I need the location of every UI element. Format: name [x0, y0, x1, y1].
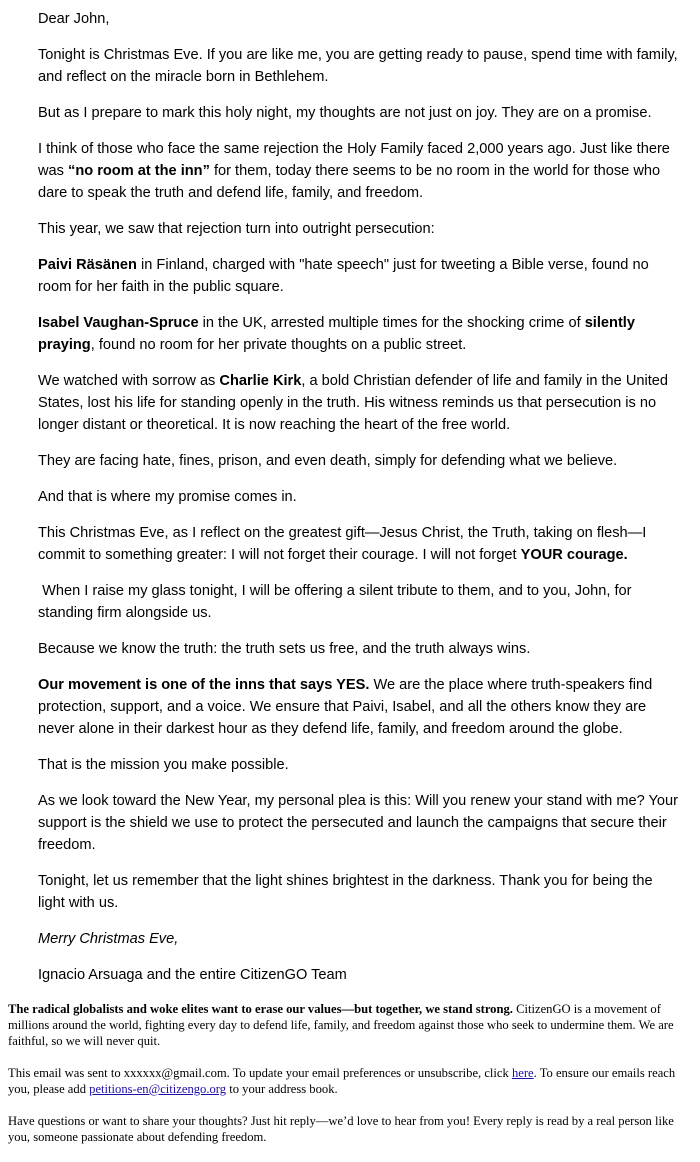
paragraph-mission: That is the mission you make possible. [38, 757, 289, 773]
paragraph-christmas-eve: Tonight is Christmas Eve. If you are like me, you are getting ready to pause, spend time with family, and reflect on the miracle born in Bethlehem. [38, 47, 678, 85]
footer-email-info: This email was sent to xxxxxx@gmail.com. To update your email preferences or unsubscribe, click here. To ensure our emails reach you, please add petitions-en@citizengo.org to your address book. [8, 1066, 676, 1096]
paragraph-rejection: I think of those who face the same rejection the Holy Family faced 2,000 years ago. Just like there was “no room at the inn” for them, today there seems to be no room in the world for those who dare to speak the truth and defend life, family, and freedom. [38, 141, 670, 201]
paragraph-isabel: Isabel Vaughan-Spruce in the UK, arrested multiple times for the shocking crime of silently praying, found no room for her private thoughts on a public street. [38, 315, 635, 353]
paragraph-facing-hate: They are facing hate, fines, prison, and even death, simply for defending what we believe. [38, 453, 618, 469]
paragraph-paivi: Paivi Räsänen in Finland, charged with "hate speech" just for tweeting a Bible verse, found no room for her faith in the public square. [38, 257, 649, 295]
signature: Ignacio Arsuaga and the entire CitizenGO Team [38, 967, 347, 983]
footer [8, 1001, 692, 1049]
closing: Merry Christmas Eve, [38, 931, 179, 947]
paragraph-charlie: We watched with sorrow as Charlie Kirk, a bold Christian defender of life and family in the United States, lost his life for standing openly in the truth. His witness reminds us that persecution is no longer distant or theoretical. It is now reaching the heart of the free world. [38, 373, 669, 433]
paragraph-raise-glass: When I raise my glass tonight, I will be offering a silent tribute to them, and to you, John, for standing firm alongside us. [38, 583, 636, 621]
unsubscribe-link[interactable]: here [511, 1066, 534, 1080]
paragraph-promise: But as I prepare to mark this holy night, my thoughts are not just on joy. They are on a promise. [38, 105, 652, 121]
paragraph-light: Tonight, let us remember that the light shines brightest in the darkness. Thank you for being the light with us. [38, 873, 653, 911]
footer-reply-note: Have questions or want to share your thoughts? Just hit reply—we’d love to hear from you! Every reply is read by a real person like you, someone passionate about defending freedom. [8, 1114, 674, 1144]
paragraph-persecution: This year, we saw that rejection turn into outright persecution: [38, 221, 435, 237]
paragraph-greatest-gift: This Christmas Eve, as I reflect on the greatest gift—Jesus Christ, the Truth, taking on flesh—I commit to something greater: I will not forget their courage. I will not forget YOUR courage. [38, 525, 647, 563]
paragraph-movement: Our movement is one of the inns that says YES. We are the place where truth-speakers find protection, support, and a voice. We ensure that Paivi, Isabel, and all the others know they are never alone in their darkest hour as they defend life, family, and freedom around the globe. [38, 677, 653, 737]
contact-email-link[interactable]: petitions-en@citizengo.org [89, 1082, 227, 1096]
paragraph-truth: Because we know the truth: the truth sets us free, and the truth always wins. [38, 641, 531, 657]
paragraph-my-promise: And that is where my promise comes in. [38, 489, 297, 505]
greeting: Dear John, [38, 11, 110, 27]
footer-mission: The radical globalists and woke elites want to erase our values—but together, we stand strong. CitizenGO is a movement of millions around the world, fighting every day to defend life, family, and freedom against those who seek to undermine them. We are faithful, so we will never quit. [8, 1002, 674, 1048]
paragraph-new-year-plea: As we look toward the New Year, my personal plea is this: Will you renew your stand with me? Your support is the shield we use to protect the persecuted and launch the campaigns that secure their freedom. [38, 793, 679, 853]
